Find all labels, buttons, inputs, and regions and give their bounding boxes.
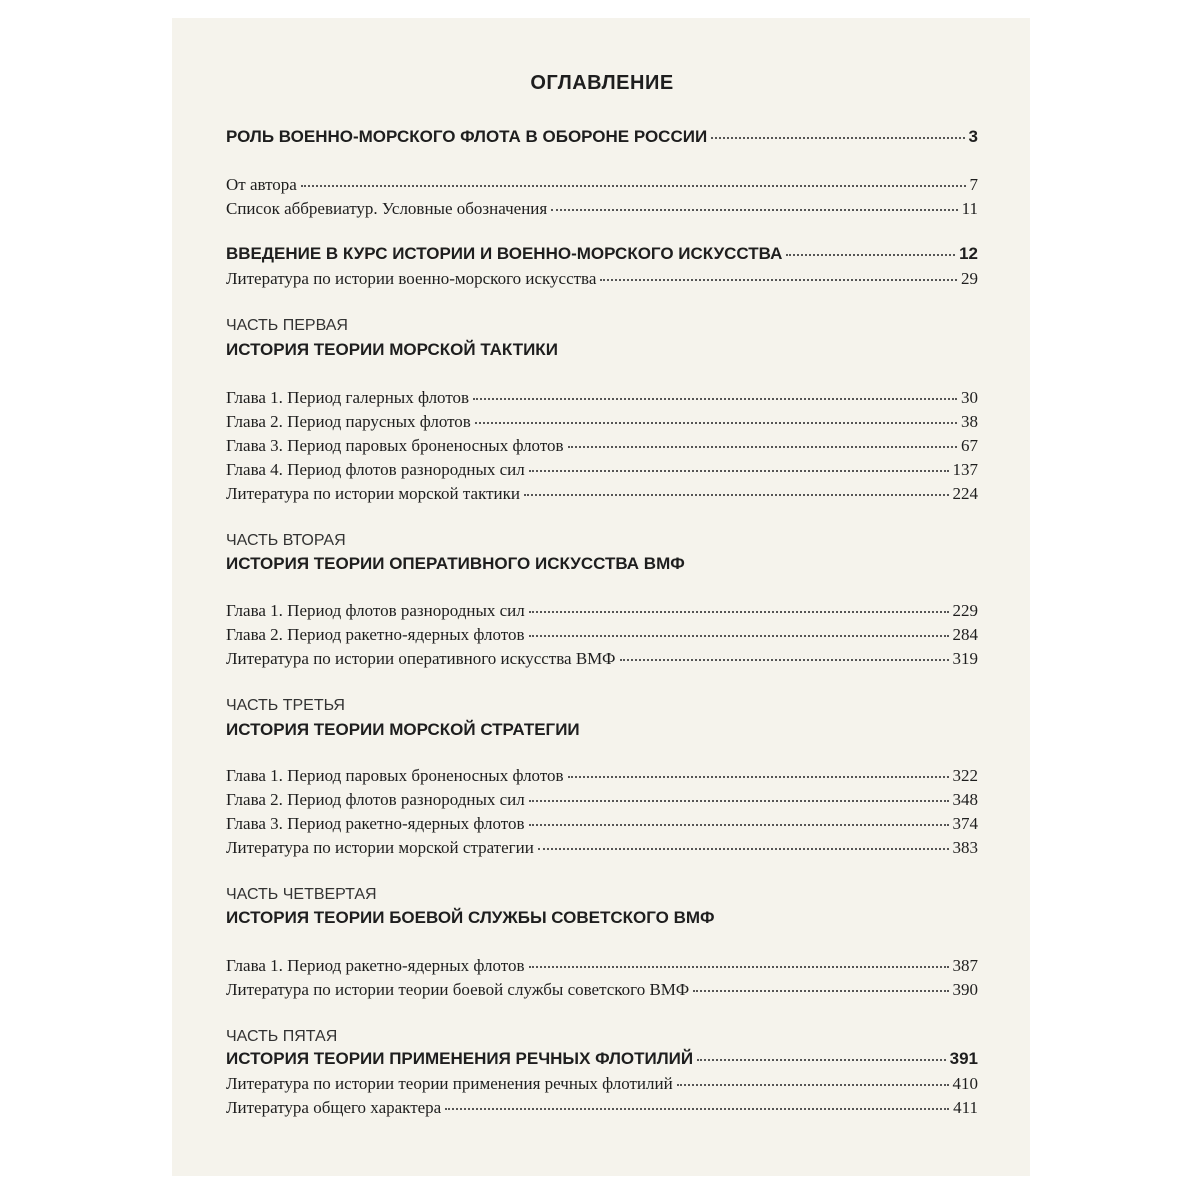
toc-heading-text: ВВЕДЕНИЕ В КУРС ИСТОРИИ И ВОЕННО-МОРСКОГО ИСКУССТВА <box>226 244 783 263</box>
page-number: 12 <box>959 244 978 263</box>
leader-dots <box>529 824 949 826</box>
page-number: 11 <box>961 199 978 218</box>
toc-entry-text: Литература по истории теории применения речных флотилий <box>226 1074 673 1093</box>
toc-entry <box>226 981 978 998</box>
part-title: ИСТОРИЯ ТЕОРИИ БОЕВОЙ СЛУЖБЫ СОВЕТСКОГО ВМФ <box>226 908 715 927</box>
leader-dots <box>551 209 957 211</box>
toc-entry <box>226 650 978 667</box>
toc-entry-text: Глава 4. Период флотов разнородных сил <box>226 460 525 479</box>
part-label: ЧАСТЬ ТРЕТЬЯ <box>226 697 345 714</box>
toc-entry-text: От автора <box>226 175 297 194</box>
leader-dots <box>693 990 948 992</box>
page-number: 224 <box>952 484 978 503</box>
toc-entry <box>226 200 978 217</box>
page-number: 137 <box>952 460 978 479</box>
leader-dots <box>301 185 966 187</box>
page-number: 229 <box>952 601 978 620</box>
part-label: ЧАСТЬ ВТОРАЯ <box>226 532 346 549</box>
page-number: 7 <box>969 175 978 194</box>
leader-dots <box>529 966 949 968</box>
leader-dots <box>475 422 957 424</box>
page-number: 67 <box>961 436 978 455</box>
part-label: ЧАСТЬ ПЯТАЯ <box>226 1028 338 1045</box>
leader-dots <box>445 1108 949 1110</box>
toc-entry <box>226 626 978 643</box>
leader-dots <box>529 611 949 613</box>
toc-entry-text: Литература по истории морской тактики <box>226 484 520 503</box>
page-number: 319 <box>952 649 978 668</box>
leader-dots <box>473 398 957 400</box>
toc-entry <box>226 437 978 454</box>
page-number: 387 <box>952 956 978 975</box>
toc-entry-text: Литература по истории военно-морского искусства <box>226 269 597 288</box>
toc-title: ОГЛАВЛЕНИЕ <box>530 72 674 94</box>
leader-dots <box>711 137 964 139</box>
toc-entry <box>226 839 978 856</box>
toc-heading-role <box>226 128 978 145</box>
page-number: 383 <box>952 838 978 857</box>
leader-dots <box>529 635 949 637</box>
page-number: 322 <box>952 766 978 785</box>
toc-entry <box>226 791 978 808</box>
part-title: ИСТОРИЯ ТЕОРИИ ОПЕРАТИВНОГО ИСКУССТВА ВМФ <box>226 554 685 573</box>
page-number: 38 <box>961 412 978 431</box>
leader-dots <box>529 800 949 802</box>
leader-dots <box>697 1059 946 1061</box>
page-number: 391 <box>949 1049 978 1068</box>
page-number: 390 <box>952 980 978 999</box>
toc-entry-text: Глава 1. Период ракетно-ядерных флотов <box>226 956 525 975</box>
page-number: 411 <box>953 1098 978 1117</box>
part-title: ИСТОРИЯ ТЕОРИИ МОРСКОЙ ТАКТИКИ <box>226 340 558 359</box>
page-number: 3 <box>968 127 978 146</box>
leader-dots <box>538 848 949 850</box>
toc-entry <box>226 602 978 619</box>
page-number: 348 <box>952 790 978 809</box>
leader-dots <box>568 776 949 778</box>
leader-dots <box>620 659 949 661</box>
toc-entry-text: Литература общего характера <box>226 1098 442 1117</box>
toc-entry <box>226 461 978 478</box>
part-title: ИСТОРИЯ ТЕОРИИ ПРИМЕНЕНИЯ РЕЧНЫХ ФЛОТИЛИЙ <box>226 1049 694 1068</box>
toc-entry <box>226 485 978 502</box>
leader-dots <box>529 470 949 472</box>
toc-entry-text: Глава 2. Период парусных флотов <box>226 412 471 431</box>
toc-entry <box>226 767 978 784</box>
toc-entry-text: Литература по истории теории боевой службы советского ВМФ <box>226 980 690 999</box>
leader-dots <box>524 494 949 496</box>
part-title-with-page <box>226 1050 978 1067</box>
toc-entry-text: Глава 1. Период флотов разнородных сил <box>226 601 525 620</box>
page-number: 410 <box>952 1074 978 1093</box>
toc-entry <box>226 270 978 287</box>
toc-entry <box>226 815 978 832</box>
leader-dots <box>600 279 957 281</box>
part-label: ЧАСТЬ ПЕРВАЯ <box>226 317 348 334</box>
toc-entry-text: Глава 3. Период ракетно-ядерных флотов <box>226 814 525 833</box>
toc-entry-text: Глава 1. Период паровых броненосных флотов <box>226 766 564 785</box>
leader-dots <box>786 254 955 256</box>
toc-entry-text: Глава 2. Период ракетно-ядерных флотов <box>226 625 525 644</box>
toc-entry-text: Глава 1. Период галерных флотов <box>226 388 470 407</box>
toc-entry-text: Глава 2. Период флотов разнородных сил <box>226 790 525 809</box>
toc-entry <box>226 389 978 406</box>
toc-entry-text: Глава 3. Период паровых броненосных флотов <box>226 436 564 455</box>
leader-dots <box>677 1084 949 1086</box>
page-number: 284 <box>952 625 978 644</box>
toc-entry-text: Список аббревиатур. Условные обозначения <box>226 199 548 218</box>
page-number: 374 <box>952 814 978 833</box>
leader-dots <box>568 446 957 448</box>
toc-entry-text: Литература по истории оперативного искусства ВМФ <box>226 649 616 668</box>
toc-entry <box>226 1075 978 1092</box>
page-number: 30 <box>961 388 978 407</box>
part-label: ЧАСТЬ ЧЕТВЕРТАЯ <box>226 886 377 903</box>
table-of-contents <box>226 0 978 1200</box>
page-number: 29 <box>961 269 978 288</box>
toc-heading-text: РОЛЬ ВОЕННО-МОРСКОГО ФЛОТА В ОБОРОНЕ РОССИИ <box>226 127 708 146</box>
part-title: ИСТОРИЯ ТЕОРИИ МОРСКОЙ СТРАТЕГИИ <box>226 720 580 739</box>
toc-entry <box>226 176 978 193</box>
toc-entry <box>226 1099 978 1116</box>
toc-entry <box>226 413 978 430</box>
toc-entry <box>226 957 978 974</box>
toc-heading-introduction <box>226 245 978 262</box>
toc-entry-text: Литература по истории морской стратегии <box>226 838 534 857</box>
